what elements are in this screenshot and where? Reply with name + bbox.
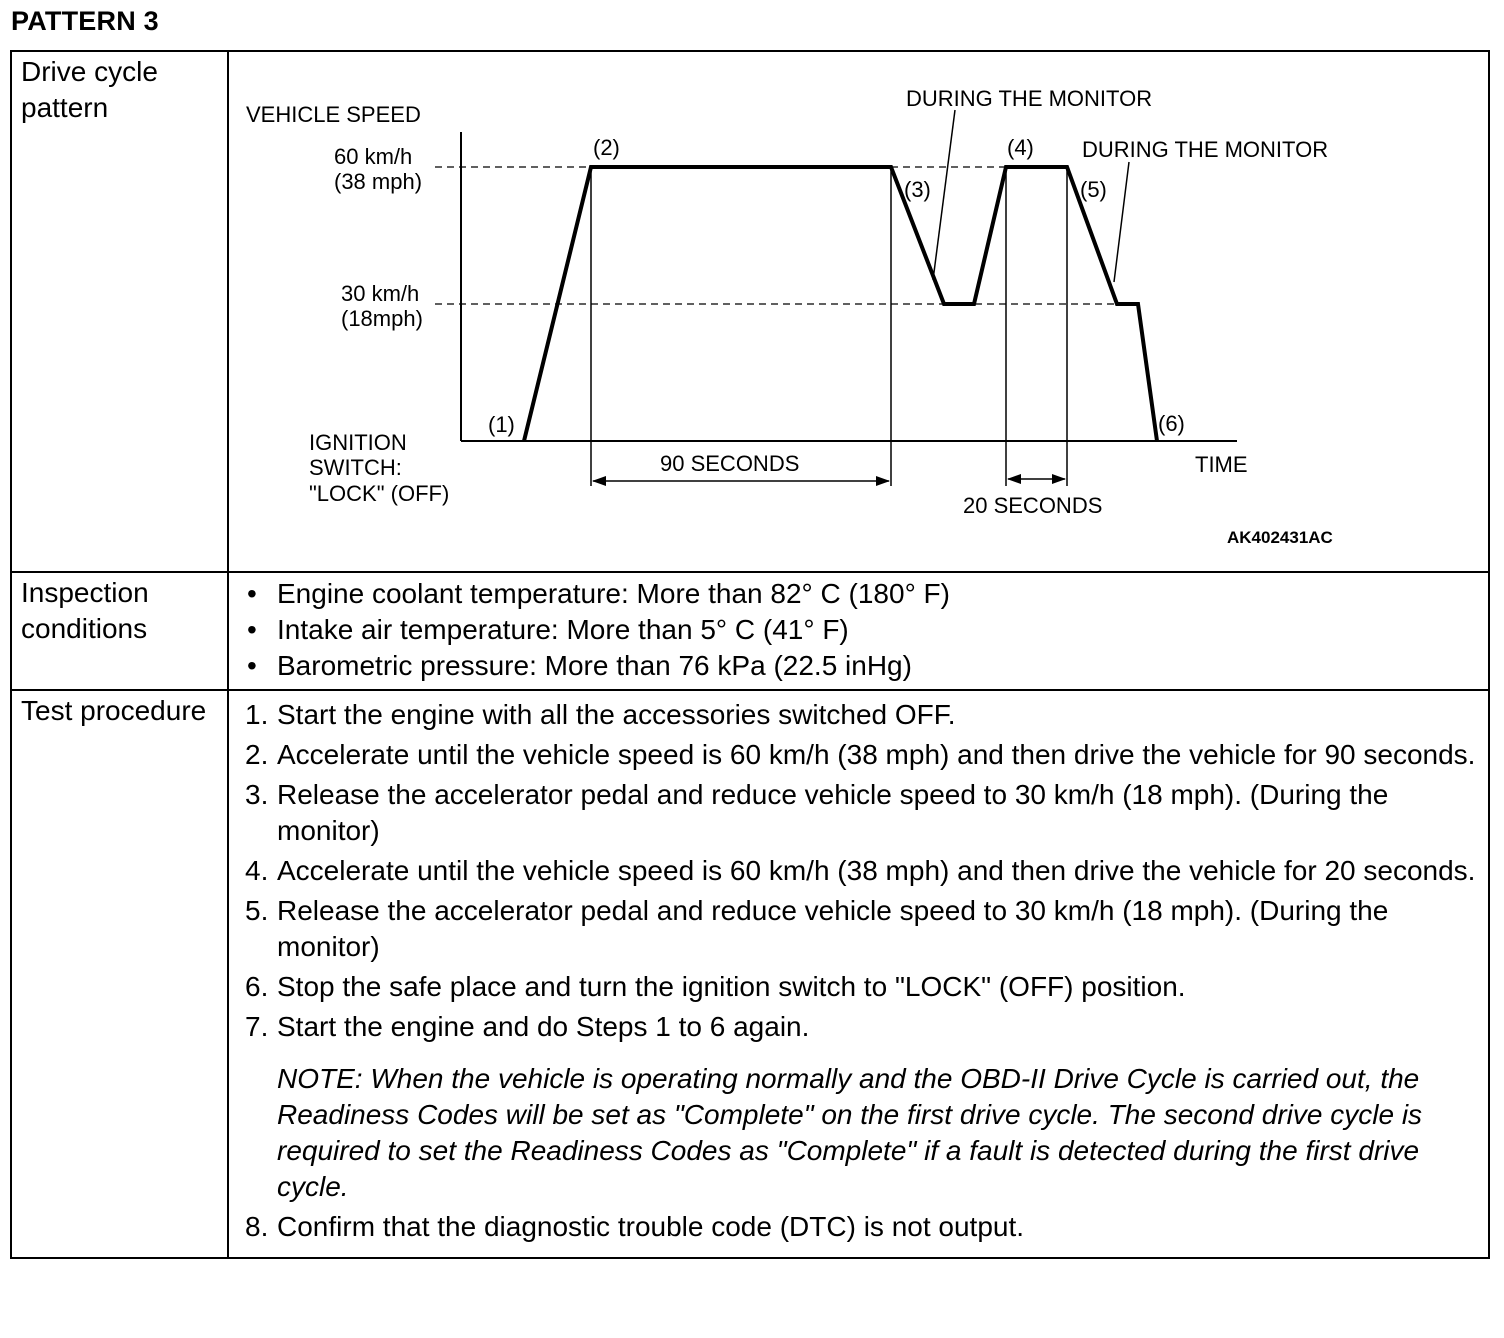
step-text: Release the accelerator pedal and reduce vehicle speed to 30 km/h (18 mph). (During the monitor) <box>277 895 1389 962</box>
point-label-6: (6) <box>1158 411 1185 436</box>
page-title: PATTERN 3 <box>11 6 159 36</box>
monitor-leader-2 <box>1114 162 1129 282</box>
test-step <box>245 969 1476 1005</box>
step-number: 7. <box>245 1011 269 1042</box>
y60-label-line1: 60 km/h <box>334 144 413 169</box>
test-step <box>245 737 1476 773</box>
drive-cycle-table <box>10 50 1490 1259</box>
drive-cycle-label: Drive cycle pattern <box>11 51 228 572</box>
step-text: Confirm that the diagnostic trouble code (DTC) is not output. <box>277 1211 1025 1242</box>
step-number: 3. <box>245 779 269 810</box>
inspection-item: • Barometric pressure: More than 76 kPa (22.5 inHg) <box>245 648 1488 684</box>
point-label-4: (4) <box>1007 135 1034 160</box>
y30-label-line2: (18mph) <box>341 306 423 331</box>
inspection-list <box>229 573 1488 688</box>
inspection-row <box>11 572 1489 690</box>
step-text: Release the accelerator pedal and reduce vehicle speed to 30 km/h (18 mph). (During the monitor) <box>277 779 1389 846</box>
inspection-item: • Intake air temperature: More than 5° C (41° F) <box>245 612 1488 648</box>
inspection-label: Inspection conditions <box>11 572 228 690</box>
point-label-1: (1) <box>488 412 515 437</box>
test-procedure-label: Test procedure <box>11 690 228 1258</box>
point-label-2: (2) <box>593 135 620 160</box>
step-number: 1. <box>245 699 269 730</box>
step-text: Accelerate until the vehicle speed is 60 km/h (38 mph) and then drive the vehicle for 90 seconds. <box>277 739 1476 770</box>
step-text: Start the engine with all the accessories switched OFF. <box>277 699 956 730</box>
during-monitor-label-2: DURING THE MONITOR <box>1082 137 1329 162</box>
step-number: 8. <box>245 1211 269 1242</box>
span-20-label: 20 SECONDS <box>963 493 1103 518</box>
monitor-leader-1 <box>933 110 955 280</box>
step-number: 2. <box>245 739 269 770</box>
ignition-label-line3: "LOCK" (OFF) <box>309 481 450 506</box>
test-procedure-row <box>11 690 1489 1258</box>
drive-cycle-svg <box>229 52 1487 571</box>
y-axis-title: VEHICLE SPEED <box>246 102 421 127</box>
step-text: Accelerate until the vehicle speed is 60 km/h (38 mph) and then drive the vehicle for 20 seconds. <box>277 855 1476 886</box>
test-procedure-cell <box>228 690 1489 1258</box>
step-text: Start the engine and do Steps 1 to 6 again. <box>277 1011 810 1042</box>
step-number: 5. <box>245 895 269 926</box>
step-number: 4. <box>245 855 269 886</box>
test-step <box>245 777 1476 849</box>
during-monitor-label-1: DURING THE MONITOR <box>906 86 1153 111</box>
span-90-label: 90 SECONDS <box>660 451 800 476</box>
ignition-label-line2: SWITCH: <box>309 455 402 480</box>
point-label-5: (5) <box>1080 177 1107 202</box>
test-step <box>245 697 1476 733</box>
drive-cycle-row <box>11 51 1489 572</box>
test-step <box>245 1209 1476 1245</box>
inspection-cell <box>228 572 1489 690</box>
test-step <box>245 893 1476 965</box>
ignition-label-line1: IGNITION <box>309 430 407 455</box>
note-text: NOTE: When the vehicle is operating normally and the OBD-II Drive Cycle is carried out, the Readiness Codes will be set as "Complete" on the first drive cycle. The second drive cycle is required to set the Readiness Codes as "Complete" if a fault is detected during the first drive cycle. <box>277 1063 1423 1202</box>
y30-label-line1: 30 km/h <box>341 281 420 306</box>
test-steps-list-final <box>229 1209 1488 1257</box>
figure-id: AK402431AC <box>1227 528 1333 547</box>
drive-cycle-cell <box>228 51 1489 572</box>
point-label-3: (3) <box>904 177 931 202</box>
step-number: 6. <box>245 971 269 1002</box>
test-step <box>245 1009 1476 1045</box>
drive-cycle-diagram <box>229 52 1487 571</box>
step-text: Stop the safe place and turn the ignition switch to "LOCK" (OFF) position. <box>277 971 1186 1002</box>
inspection-item: • Engine coolant temperature: More than 82° C (180° F) <box>245 576 1488 612</box>
x-axis-title: TIME <box>1195 452 1248 477</box>
test-step <box>245 853 1476 889</box>
y60-label-line2: (38 mph) <box>334 169 423 194</box>
test-steps-list <box>229 691 1488 1057</box>
